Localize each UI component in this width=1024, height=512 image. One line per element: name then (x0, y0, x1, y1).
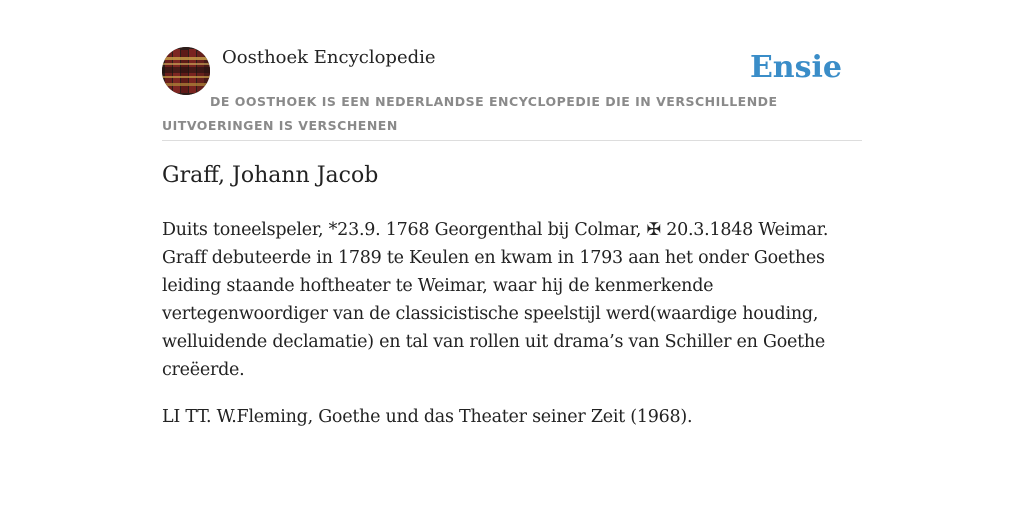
article-title: Graff, Johann Jacob (162, 163, 379, 188)
article-body (162, 216, 862, 450)
brand-logo[interactable]: Ensie (749, 50, 842, 85)
article-literature: LI TT. W.Fleming, Goethe und das Theater seiner Zeit (1968). (162, 407, 693, 427)
source-tagline: DE OOSTHOEK IS EEN NEDERLANDSE ENCYCLOPEDIE DIE IN VERSCHILLENDE UITVOERINGEN IS VERSCHENEN (162, 94, 778, 133)
source-name[interactable]: Oosthoek Encyclopedie (222, 47, 436, 68)
header (162, 44, 862, 141)
book-spines-icon[interactable] (162, 47, 210, 95)
article-paragraph: Duits toneelspeler, *23.9. 1768 Georgenthal bij Colmar, ✠ 20.3.1848 Weimar. Graff debuteerde in 1789 te Keulen en kwam in 1793 aan het onder Goethes leiding staande hoftheater te Weimar, waar hij de kenmerkende vertegenwoordiger van de classicistische speelstijl werd(waardige houding, welluidende declamatie) en tal van rollen uit drama’s van Schiller en Goethe creëerde. (162, 220, 829, 380)
